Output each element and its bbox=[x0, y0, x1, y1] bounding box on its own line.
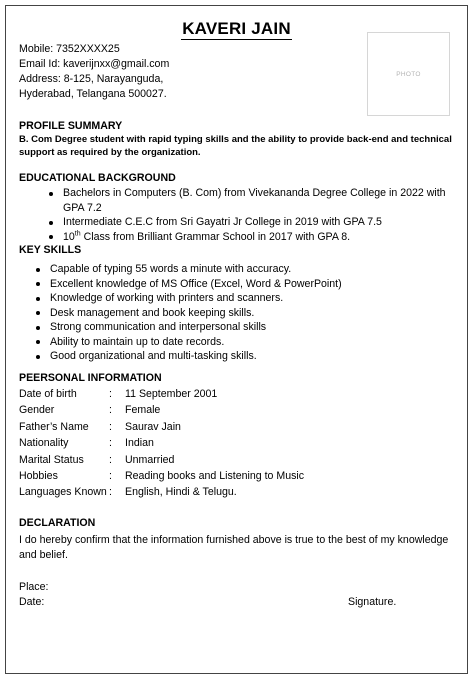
table-row: Date of birth : 11 September 2001 bbox=[19, 388, 218, 400]
table-row: Hobbies : Reading books and Listening to Music bbox=[19, 469, 305, 482]
photo-label: PHOTO bbox=[396, 70, 421, 78]
mobile-line: Mobile: 7352XXXX25 bbox=[19, 43, 120, 55]
list-item: Excellent knowledge of MS Office (Excel, Word & PowerPoint) bbox=[50, 277, 450, 292]
declaration-heading: DECLARATION bbox=[19, 517, 96, 529]
personal-info-table bbox=[19, 388, 304, 503]
table-row: Marital Status : Unmarried bbox=[19, 453, 175, 466]
list-item: 10th Class from Brilliant Grammar School in 2017 with GPA 8. bbox=[63, 230, 463, 245]
skills-list bbox=[50, 262, 450, 364]
resume-page bbox=[5, 5, 468, 674]
education-list bbox=[63, 186, 463, 244]
contact-details bbox=[19, 42, 169, 102]
address-line-1: Address: 8-125, Narayanguda, bbox=[19, 73, 164, 85]
table-row: Languages Known : English, Hindi & Telugu. bbox=[19, 486, 237, 499]
list-item: Bachelors in Computers (B. Com) from Vivekananda Degree College in 2022 with GPA 7.2 bbox=[63, 186, 463, 215]
list-item: Intermediate C.E.C from Sri Gayatri Jr College in 2019 with GPA 7.5 bbox=[63, 215, 463, 230]
profile-summary-text: B. Com Degree student with rapid typing skills and the ability to provide back-end and technical support as required by the organization. bbox=[19, 134, 452, 158]
date-label: Date: bbox=[19, 596, 45, 608]
declaration-text: I do hereby confirm that the information furnished above is true to the best of my knowledge and belief. bbox=[19, 534, 449, 561]
place-label: Place: bbox=[19, 581, 49, 593]
personal-info-heading: PEERSONAL INFORMATION bbox=[19, 372, 162, 384]
list-item: Good organizational and multi-tasking skills. bbox=[50, 349, 450, 364]
signature-label: Signature. bbox=[348, 596, 397, 608]
list-item: Desk management and book keeping skills. bbox=[50, 306, 450, 321]
address-line-2: Hyderabad, Telangana 500027. bbox=[19, 88, 167, 100]
candidate-name: KAVERI JAIN bbox=[182, 19, 291, 38]
table-row: Nationality : Indian bbox=[19, 437, 154, 450]
list-item: Ability to maintain up to date records. bbox=[50, 335, 450, 350]
list-item: Strong communication and interpersonal skills bbox=[50, 320, 450, 335]
table-row: Father’s Name : Saurav Jain bbox=[19, 420, 181, 433]
education-heading: EDUCATIONAL BACKGROUND bbox=[19, 172, 176, 184]
photo-placeholder bbox=[367, 32, 450, 116]
list-item: Capable of typing 55 words a minute with accuracy. bbox=[50, 262, 450, 277]
email-line: Email Id: kaverijnxx@gmail.com bbox=[19, 58, 170, 70]
list-item: Knowledge of working with printers and scanners. bbox=[50, 291, 450, 306]
profile-summary-heading: PROFILE SUMMARY bbox=[19, 120, 123, 132]
table-row: Gender : Female bbox=[19, 404, 161, 417]
key-skills-heading: KEY SKILLS bbox=[19, 244, 82, 256]
